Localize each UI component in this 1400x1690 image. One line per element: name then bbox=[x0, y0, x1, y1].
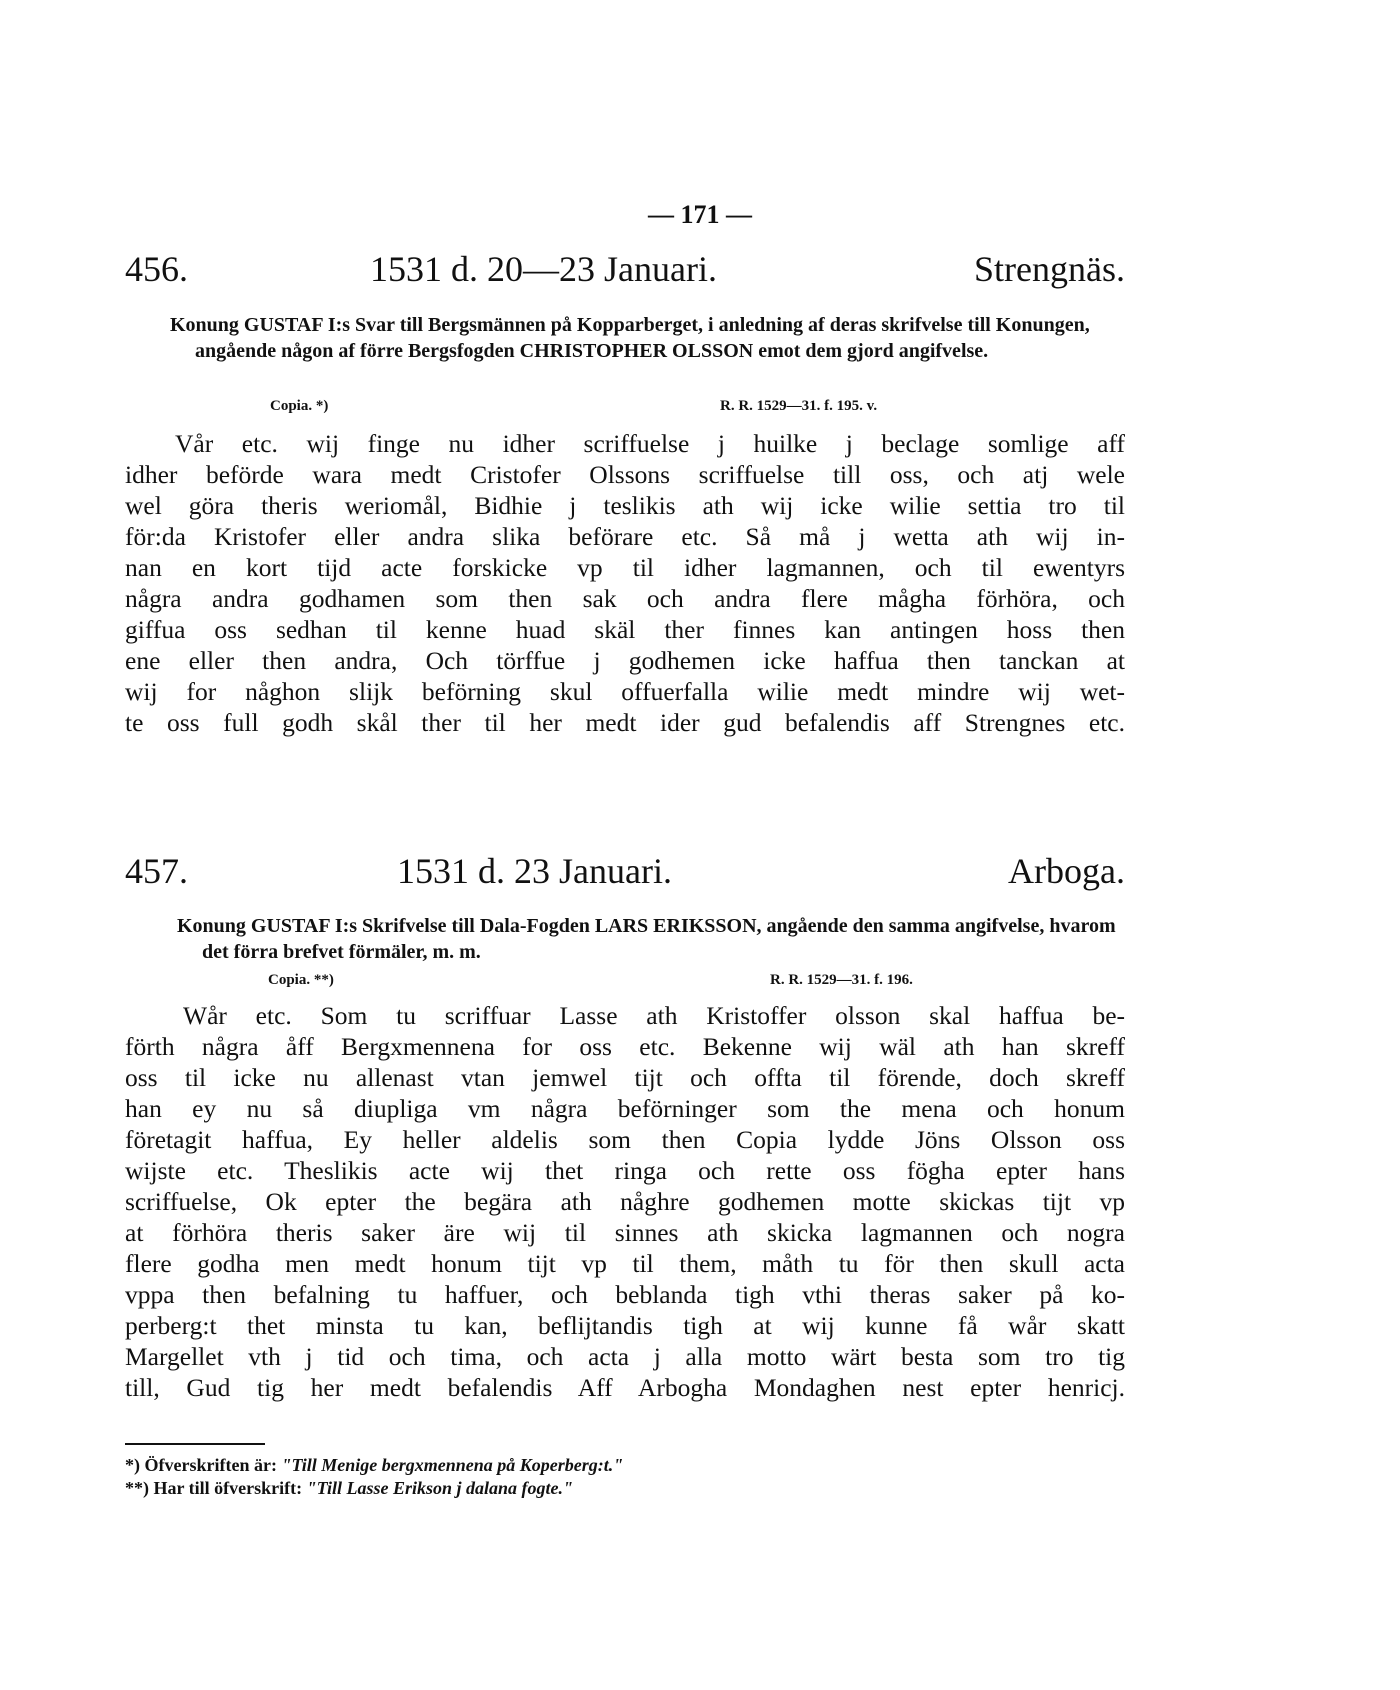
text-line: wij for någhon slijk beförning skul offuerfalla wilie medt mindre wij wet- bbox=[125, 677, 1125, 706]
text-line: vppa then befalning tu haffuer, och beblanda tigh vthi theras saker på ko- bbox=[125, 1280, 1125, 1309]
entry-summary: Konung GUSTAF I:s Svar till Bergsmännen på Kopparberget, i anledning af deras skrifvelse till Konungen, angående någon af förre Bergsfogden CHRISTOPHER OLSSON emot dem gjord angifvelse. bbox=[170, 314, 1090, 362]
text-line: nan en kort tijd acte forskicke vp til idher lagmannen, och til ewentyrs bbox=[125, 553, 1125, 582]
text-line: Vår etc. wij finge nu idher scriffuelse j huilke j beclage somlige aff bbox=[175, 429, 1125, 458]
entry-number: 456. bbox=[125, 249, 188, 289]
copy-note: Copia. **) bbox=[268, 972, 334, 988]
text-line: at förhöra theris saker äre wij til sinnes ath skicka lagmannen och nogra bbox=[125, 1218, 1125, 1247]
entry-date: 1531 d. 23 Januari. bbox=[397, 851, 672, 891]
entry-summary: Konung GUSTAF I:s Skrifvelse till Dala-Fogden LARS ERIKSSON, angående den samma angifvelse, hvarom det förra brefvet förmäler, m. m. bbox=[177, 915, 1116, 963]
footnote-marker: **) Har till öfverskrift: bbox=[125, 1478, 303, 1498]
text-line: te oss full godh skål ther til her medt ider gud befalendis aff Strengnes etc. bbox=[125, 708, 1125, 737]
entry-place: Strengnäs. bbox=[974, 249, 1125, 289]
text-line: för:da Kristofer eller andra slika beförare etc. Så må j wetta ath wij in- bbox=[125, 522, 1125, 551]
archive-reference: R. R. 1529—31. f. 196. bbox=[770, 972, 913, 988]
text-line: några andra godhamen som then sak och andra flere mågha förhöra, och bbox=[125, 584, 1125, 613]
entry-header bbox=[125, 850, 1125, 890]
footnote-text: "Till Lasse Erikson j dalana fogte." bbox=[306, 1478, 573, 1498]
text-line: idher beförde wara medt Cristofer Olssons scriffuelse till oss, och atj wele bbox=[125, 460, 1125, 489]
text-line: till, Gud tig her medt befalendis Aff Arbogha Mondaghen nest epter henricj. bbox=[125, 1373, 1125, 1402]
text-line: oss til icke nu allenast vtan jemwel tijt och offta til förende, doch skreff bbox=[125, 1063, 1125, 1092]
archive-reference: R. R. 1529—31. f. 195. v. bbox=[720, 398, 878, 414]
text-line: ene eller then andra, Och törffue j godhemen icke haffua then tanckan at bbox=[125, 646, 1125, 675]
copy-note: Copia. *) bbox=[270, 398, 329, 414]
entry-header bbox=[125, 248, 1125, 288]
text-line: wijste etc. Theslikis acte wij thet ringa och rette oss fögha epter hans bbox=[125, 1156, 1125, 1185]
text-line: perberg:t thet minsta tu kan, beflijtandis tigh at wij kunne få wår skatt bbox=[125, 1311, 1125, 1340]
footnote-marker: *) Öfverskriften är: bbox=[125, 1455, 277, 1475]
page-number: — 171 — bbox=[648, 200, 752, 229]
footnote bbox=[125, 1478, 573, 1499]
text-line: företagit haffua, Ey heller aldelis som then Copia lydde Jöns Olsson oss bbox=[125, 1125, 1125, 1154]
entry-place: Arboga. bbox=[1008, 851, 1125, 891]
footnote-text: "Till Menige bergxmennena på Koperberg:t." bbox=[281, 1455, 624, 1475]
text-line: Margellet vth j tid och tima, och acta j alla motto wärt besta som tro tig bbox=[125, 1342, 1125, 1371]
text-line: Wår etc. Som tu scriffuar Lasse ath Kristoffer olsson skal haffua be- bbox=[183, 1001, 1125, 1030]
text-line: wel göra theris weriomål, Bidhie j teslikis ath wij icke wilie settia tro til bbox=[125, 491, 1125, 520]
entry-date: 1531 d. 20—23 Januari. bbox=[370, 249, 717, 289]
text-line: han ey nu så diupliga vm några beförninger som the mena och honum bbox=[125, 1094, 1125, 1123]
text-line: förth några åff Bergxmennena for oss etc. Bekenne wij wäl ath han skreff bbox=[125, 1032, 1125, 1061]
footnote bbox=[125, 1455, 623, 1476]
letter-text bbox=[125, 1000, 1125, 1403]
letter-text bbox=[125, 428, 1125, 738]
text-line: scriffuelse, Ok epter the begära ath någhre godhemen motte skickas tijt vp bbox=[125, 1187, 1125, 1216]
footnote-rule bbox=[125, 1443, 265, 1445]
text-line: flere godha men medt honum tijt vp til them, måth tu för then skull acta bbox=[125, 1249, 1125, 1278]
entry-number: 457. bbox=[125, 851, 188, 891]
text-line: giffua oss sedhan til kenne huad skäl ther finnes kan antingen hoss then bbox=[125, 615, 1125, 644]
